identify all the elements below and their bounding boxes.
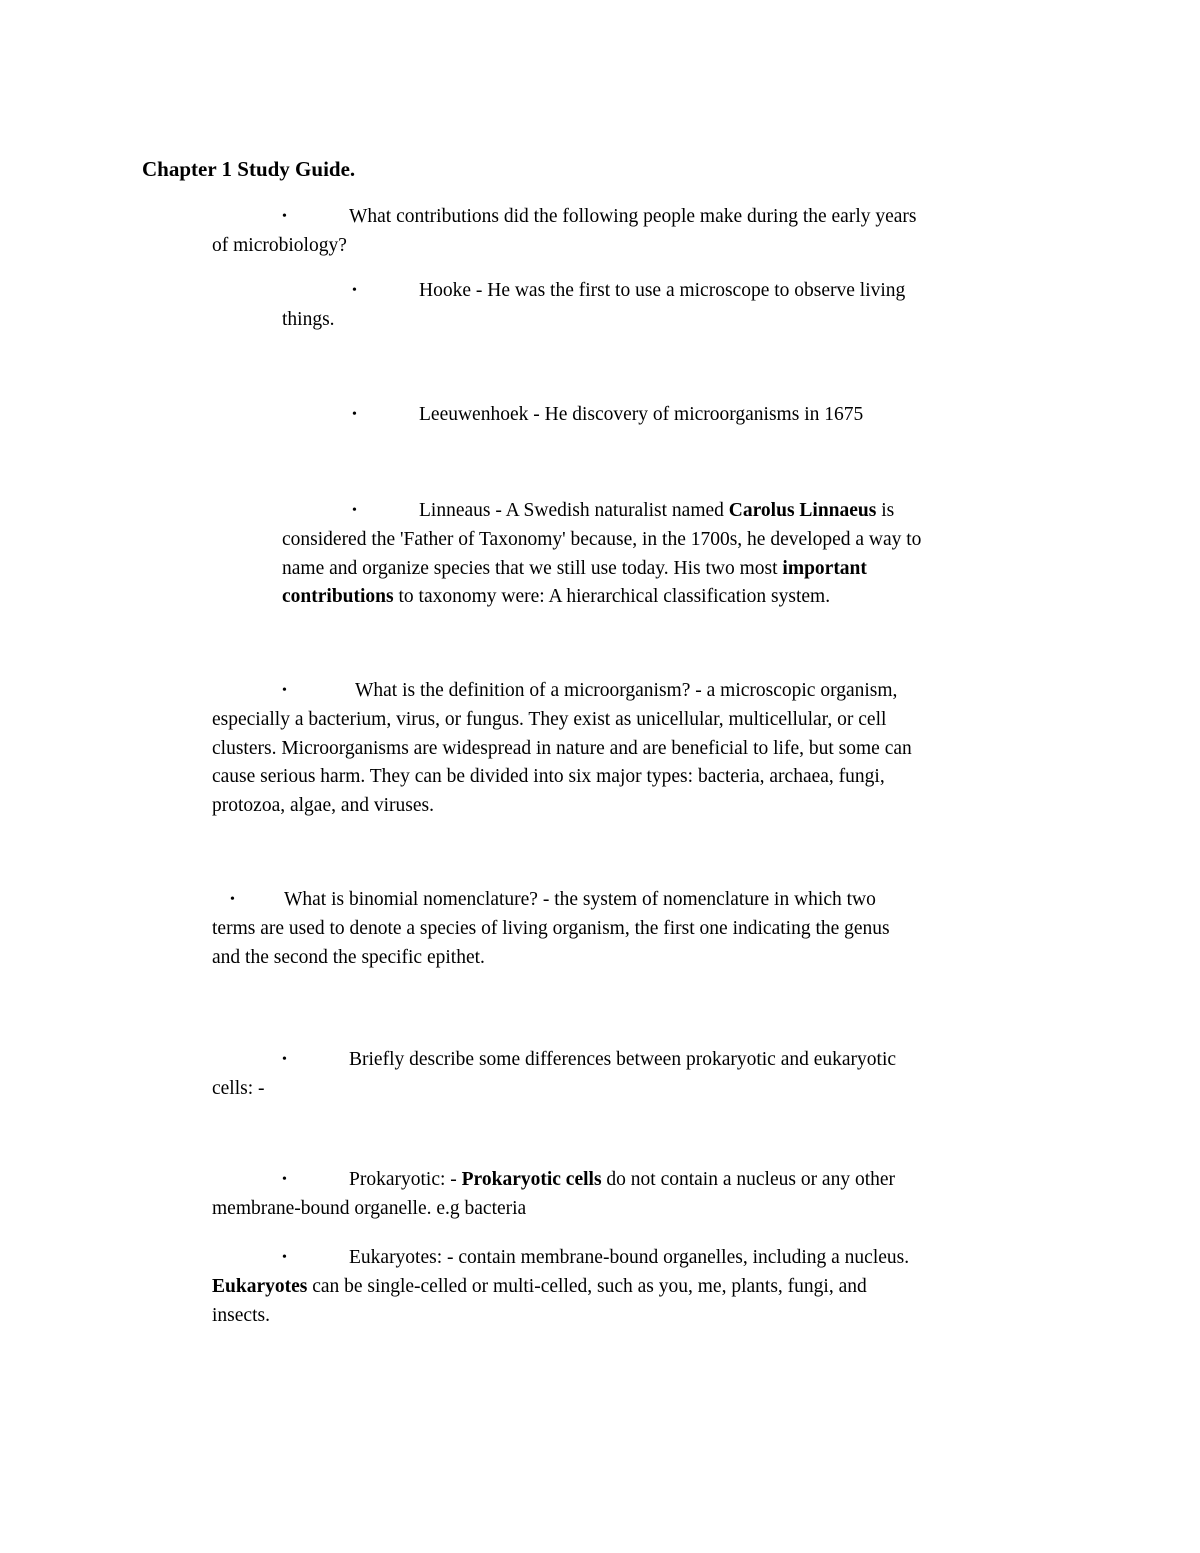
- question-contributions-text-2: of microbiology?: [212, 235, 347, 256]
- bullet-icon: •: [282, 1250, 287, 1265]
- question-contributions-line2: [212, 232, 347, 261]
- microorganism-text-3: clusters. Microorganisms are widespread in nature and are beneficial to life, but some can: [212, 737, 912, 759]
- list-item-linneaus-cont: [282, 526, 921, 612]
- question-microorganism-cont: [212, 706, 912, 820]
- binomial-text-1: What is binomial nomenclature? - the system of nomenclature in which two: [284, 889, 876, 910]
- binomial-text-3: and the second the specific epithet.: [212, 946, 485, 968]
- list-item-prokaryotic: [282, 1166, 895, 1195]
- bullet-icon: •: [282, 1172, 287, 1187]
- question-binomial-cont: [212, 915, 890, 972]
- hooke-text-2: things.: [282, 309, 335, 330]
- microorganism-text-1: What is the definition of a microorganism? - a microscopic organism,: [355, 680, 898, 701]
- prokaryotic-text-1c: do not contain a nucleus or any other: [601, 1169, 896, 1190]
- differences-text-2: cells: -: [212, 1078, 265, 1099]
- linneaus-text-1c: is: [876, 500, 895, 521]
- bullet-icon: •: [352, 283, 357, 298]
- list-item-hooke-cont: [282, 306, 335, 335]
- microorganism-text-4: cause serious harm. They can be divided into six major types: bacteria, archaea, fungi,: [212, 766, 885, 787]
- leeuwenhoek-text: Leeuwenhoek - He discovery of microorganisms in 1675: [419, 404, 864, 425]
- bullet-icon: •: [352, 407, 357, 422]
- linneaus-text-4b: to taxonomy were: A hierarchical classification system.: [393, 586, 831, 607]
- question-binomial: [230, 886, 876, 915]
- list-item-eukaryotes-cont: [212, 1273, 867, 1330]
- linneaus-text-1a: Linneaus - A Swedish naturalist named: [419, 500, 729, 521]
- bullet-icon: •: [282, 209, 287, 224]
- bullet-icon: •: [352, 503, 357, 518]
- question-differences: [282, 1046, 896, 1075]
- list-item-eukaryotes: [282, 1244, 909, 1273]
- linneaus-important: important: [782, 557, 867, 579]
- linneaus-text-3a: name and organize species that we still use today. His two most: [282, 557, 783, 579]
- eukaryotes-text-3: insects.: [212, 1304, 270, 1326]
- list-item-prokaryotic-cont: [212, 1195, 526, 1224]
- eukaryotes-term: Eukaryotes: [212, 1276, 308, 1297]
- prokaryotic-text-1a: Prokaryotic: -: [349, 1169, 462, 1190]
- list-item-linneaus: [352, 497, 894, 526]
- bullet-icon: •: [282, 683, 287, 698]
- bullet-icon: •: [282, 1052, 287, 1067]
- microorganism-text-2: especially a bacterium, virus, or fungus. They exist as unicellular, multicellular, or cell: [212, 709, 887, 730]
- hooke-text-1: Hooke - He was the first to use a microscope to observe living: [419, 280, 906, 301]
- question-differences-cont: [212, 1075, 265, 1104]
- list-item-hooke: [352, 277, 905, 306]
- linneaus-name: Carolus Linnaeus: [728, 500, 877, 521]
- prokaryotic-cells: Prokaryotic cells: [461, 1169, 602, 1190]
- bullet-icon: •: [230, 892, 235, 907]
- microorganism-text-5: protozoa, algae, and viruses.: [212, 794, 435, 816]
- linneaus-contributions: contributions: [282, 586, 394, 607]
- eukaryotes-text-2b: can be single-celled or multi-celled, such as you, me, plants, fungi, and: [307, 1276, 867, 1297]
- prokaryotic-text-2: membrane-bound organelle. e.g bacteria: [212, 1198, 527, 1219]
- question-contributions-text-1: What contributions did the following people make during the early years: [349, 206, 917, 227]
- differences-text-1: Briefly describe some differences between prokaryotic and eukaryotic: [349, 1049, 897, 1070]
- list-item-leeuwenhoek: [352, 401, 863, 430]
- page-title: Chapter 1 Study Guide.: [142, 157, 356, 181]
- binomial-text-2: terms are used to denote a species of living organism, the first one indicating the genus: [212, 918, 890, 939]
- question-contributions-line1: [282, 203, 917, 232]
- linneaus-text-2: considered the 'Father of Taxonomy' because, in the 1700s, he developed a way to: [282, 529, 922, 550]
- question-microorganism: [282, 677, 897, 706]
- eukaryotes-text-1: Eukaryotes: - contain membrane-bound organelles, including a nucleus.: [349, 1247, 910, 1268]
